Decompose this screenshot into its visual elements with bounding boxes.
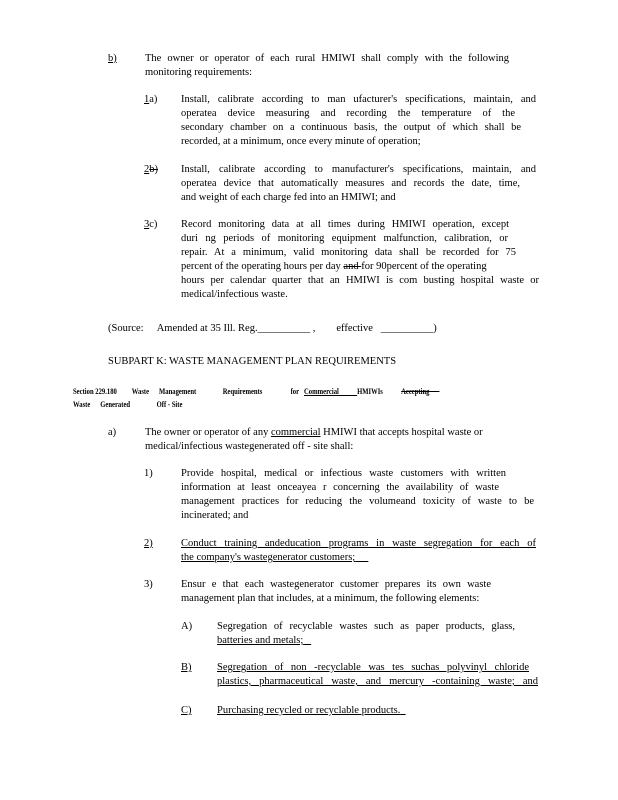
subitem-C-line: Purchasing recycled or recyclable products.: [217, 705, 401, 716]
item-label-3c: 3c): [144, 219, 158, 230]
item-3c-line: duri ng periods of monitoring equipment malfunction, calibration, or: [181, 233, 508, 244]
item-label-3: 3): [144, 579, 153, 590]
item-label-1: 1): [144, 468, 153, 479]
item-1-line: incinerated; and: [181, 510, 249, 521]
item-2-line: Conduct training andeducation programs in waste segregation for each of: [181, 538, 536, 549]
subsection-b-line-1: The owner or operator of each rural HMIWI shall comply with the following: [145, 53, 509, 64]
subitem-B-line: Segregation of non -recyclable was tes suchas polyvinyl chloride: [217, 662, 529, 673]
item-1a-line: Install, calibrate according to man ufacturer's specifications, maintain, and: [181, 94, 536, 105]
source-note: (Source: Amended at 35 Ill. Reg.__________ , effective __________): [108, 323, 437, 334]
subsection-label-a: a): [108, 427, 117, 438]
subsection-b-line-2: monitoring requirements:: [145, 67, 253, 78]
item-2b-line: operatea device that automatically measures and records the date, time,: [181, 178, 520, 189]
item-1-line: management practices for reducing the volumeand toxicity of waste to be: [181, 496, 534, 507]
item-3-line: Ensur e that each wastegenerator customer prepares its own waste: [181, 579, 491, 590]
item-3c-line: percent of the operating hours per day and for 90percent of the operating: [181, 261, 487, 272]
subsection-a-line-2: medical/infectious wastegenerated off - site shall:: [145, 441, 354, 452]
item-2b-line: and weight of each charge fed into an HMIWI; and: [181, 192, 396, 203]
item-1a-line: recorded, at a minimum, once every minute of operation;: [181, 136, 421, 147]
item-label-2: 2): [144, 538, 153, 549]
subitem-label-C: C): [181, 705, 192, 716]
item-3c-line: repair. At a minimum, valid monitoring data shall be recorded for 75: [181, 247, 516, 258]
section-heading-line-2: Waste Generated Off - Site: [73, 399, 183, 409]
item-label-2b: 2b): [144, 164, 158, 175]
section-heading-line-1: Section 229.180 Waste Management Requirements for Commercial HMIWIs Accepting: [73, 386, 430, 396]
item-3c-line: Record monitoring data at all times during HMIWI operation, except: [181, 219, 509, 230]
item-1-line: information at least onceayea r concerning the availability of waste: [181, 482, 499, 493]
subitem-label-A: A): [181, 621, 193, 632]
subitem-A-line: batteries and metals;: [217, 635, 304, 646]
subsection-a-line-1: The owner or operator of any commercial HMIWI that accepts hospital waste or: [145, 427, 483, 438]
item-1-line: Provide hospital, medical or infectious waste customers with written: [181, 468, 506, 479]
subsection-label-b: b): [108, 53, 117, 64]
item-3c-line: hours per calendar quarter that an HMIWI is com busting hospital waste or: [181, 275, 539, 286]
subitem-A-line: Segregation of recyclable wastes such as paper products, glass,: [217, 621, 515, 632]
item-label-1a: 1a): [144, 94, 158, 105]
item-2-line: the company's wastegenerator customers;: [181, 552, 356, 563]
subpart-heading: SUBPART K: WASTE MANAGEMENT PLAN REQUIREMENTS: [108, 356, 397, 367]
item-3c-line: medical/infectious waste.: [181, 289, 288, 300]
item-1a-line: secondary chamber on a continuous basis, the output of which shall be: [181, 122, 521, 133]
item-3-line: management plan that includes, at a minimum, the following elements:: [181, 593, 480, 604]
item-1a-line: operatea device measuring and recording the temperature of the: [181, 108, 515, 119]
subitem-label-B: B): [181, 662, 192, 673]
item-2b-line: Install, calibrate according to manufacturer's specifications, maintain, and: [181, 164, 536, 175]
subitem-B-line: plastics, pharmaceutical waste, and mercury -containing waste; and: [217, 676, 538, 687]
